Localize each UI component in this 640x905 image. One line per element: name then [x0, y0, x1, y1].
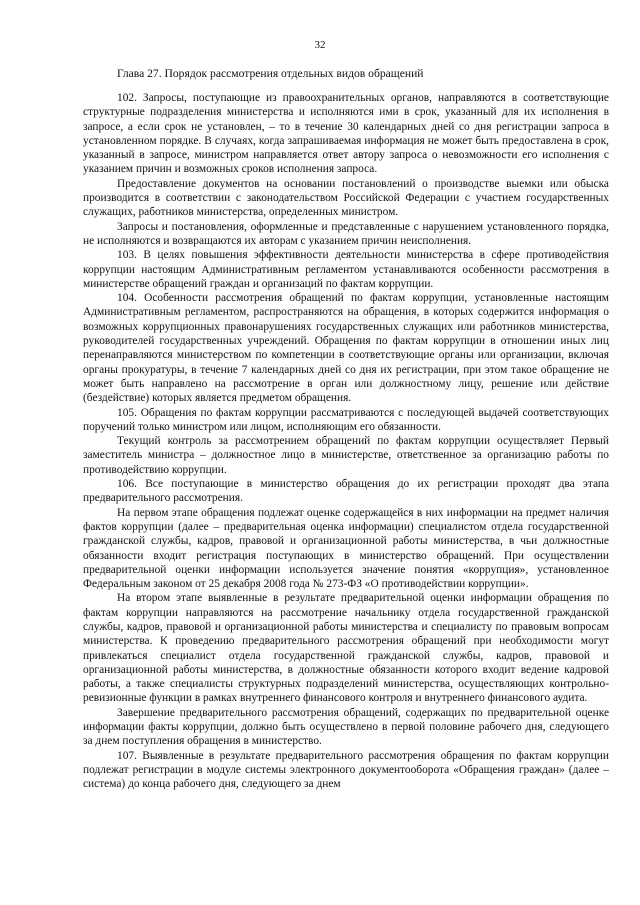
paragraph-107: 107. Выявленные в результате предварительного рассмотрения обращения по фактам коррупции подлежат регистрации в модуле системы электронного документооборота «Обращения граждан» (далее – система) до конца рабочего дня, следующего за днем — [83, 749, 609, 791]
paragraph-105: 105. Обращения по фактам коррупции рассматриваются с последующей выдачей соответствующих поручений только министром или лицом, исполняющим его обязанности. — [83, 406, 609, 433]
paragraph-documents-provision: Предоставление документов на основании постановлений о производстве выемки или обыска производится в соответствии с законодательством Российской Федерации с участием государственных служащих, работников министерства, определенных министром. — [83, 177, 609, 219]
paragraph-104: 104. Особенности рассмотрения обращений по фактам коррупции, установленные настоящим Административным регламентом, распространяются на обращения, в которых содержится информация о возможных коррупционных правонарушениях государственных служащих или работников министерства, руководителей государственных учреждений. Обращения по фактам коррупции в отношении иных лиц перенаправляются министерством по компетенции в соответствующие органы или организации, включая органы прокуратуры, в течение 7 календарных дней со дня их регистрации, при этом такое обращение не может быть направлено на рассмотрение в орган или должностному лицу, решение или действие (бездействие) которых является предметом обращения. — [83, 292, 609, 405]
paragraph-second-stage: На втором этапе выявленные в результате предварительной оценки информации обращения по фактам коррупции направляются на рассмотрение начальнику отдела государственной гражданской службы, кадров, правовой и организационной работы министерства и специалисту по правовым вопросам министерства. К проведению предварительного рассмотрения обращений при необходимости могут привлекаться специалист отдела государственной гражданской службы, кадров, правовой и организационной работы министерства, в должностные обязанности которого входит ведение кадровой работы, а также специалисты структурных подразделений министерства, осуществляющих контрольно-ревизионные функции в рамках внутреннего финансового контроля и внутреннего финансового аудита. — [83, 592, 609, 705]
page-number: 32 — [314, 39, 326, 51]
paragraph-requests-violation: Запросы и постановления, оформленные и представленные с нарушением установленного порядка, не исполняются и возвращаются их авторам с указанием причин неисполнения. — [83, 220, 609, 247]
chapter-heading: Глава 27. Порядок рассмотрения отдельных видов обращений — [117, 67, 424, 80]
document-body — [83, 91, 609, 792]
paragraph-102: 102. Запросы, поступающие из правоохранительных органов, направляются в соответствующие структурные подразделения министерства и исполняются ими в срок, указанный для их исполнения в запросе, а если срок не установлен, – то в течение 30 календарных дней со дня регистрации запроса в установленном порядке. В случаях, когда запрашиваемая информация не может быть предоставлена в срок, указанный в запросе, министром направляется ответ автору запроса о невозможности его исполнения с указанием причин и возможных сроков исполнения запроса. — [83, 92, 609, 176]
paragraph-first-stage: На первом этапе обращения подлежат оценке содержащейся в них информации на предмет наличия фактов коррупции (далее – предварительная оценка информации) специалистом отдела государственной гражданской службы, кадров, правовой и организационной работы министерства, в чьи должностные обязанности входит регистрация поступающих в министерство обращений. При осуществлении предварительной оценки информации используется значение понятия «коррупция», установленное Федеральным законом от 25 декабря 2008 года № 273-ФЗ «О противодействии коррупции». — [83, 506, 609, 591]
paragraph-103: 103. В целях повышения эффективности деятельности министерства в сфере противодействия коррупции настоящим Административным регламентом устанавливаются особенности рассмотрения в министерстве обращений граждан и организаций по фактам коррупции. — [83, 249, 609, 290]
paragraph-current-control: Текущий контроль за рассмотрением обращений по фактам коррупции осуществляет Первый заместитель министра – должностное лицо в министерстве, ответственное за организацию работы по противодействию коррупции. — [83, 435, 609, 476]
paragraph-106: 106. Все поступающие в министерство обращения до их регистрации проходят два этапа предварительного рассмотрения. — [83, 478, 609, 505]
paragraph-completion: Завершение предварительного рассмотрения обращений, содержащих по предварительной оценке информации факты коррупции, должно быть осуществлено в первой половине рабочего дня, следующего за днем поступления обращения в министерство. — [83, 706, 609, 748]
